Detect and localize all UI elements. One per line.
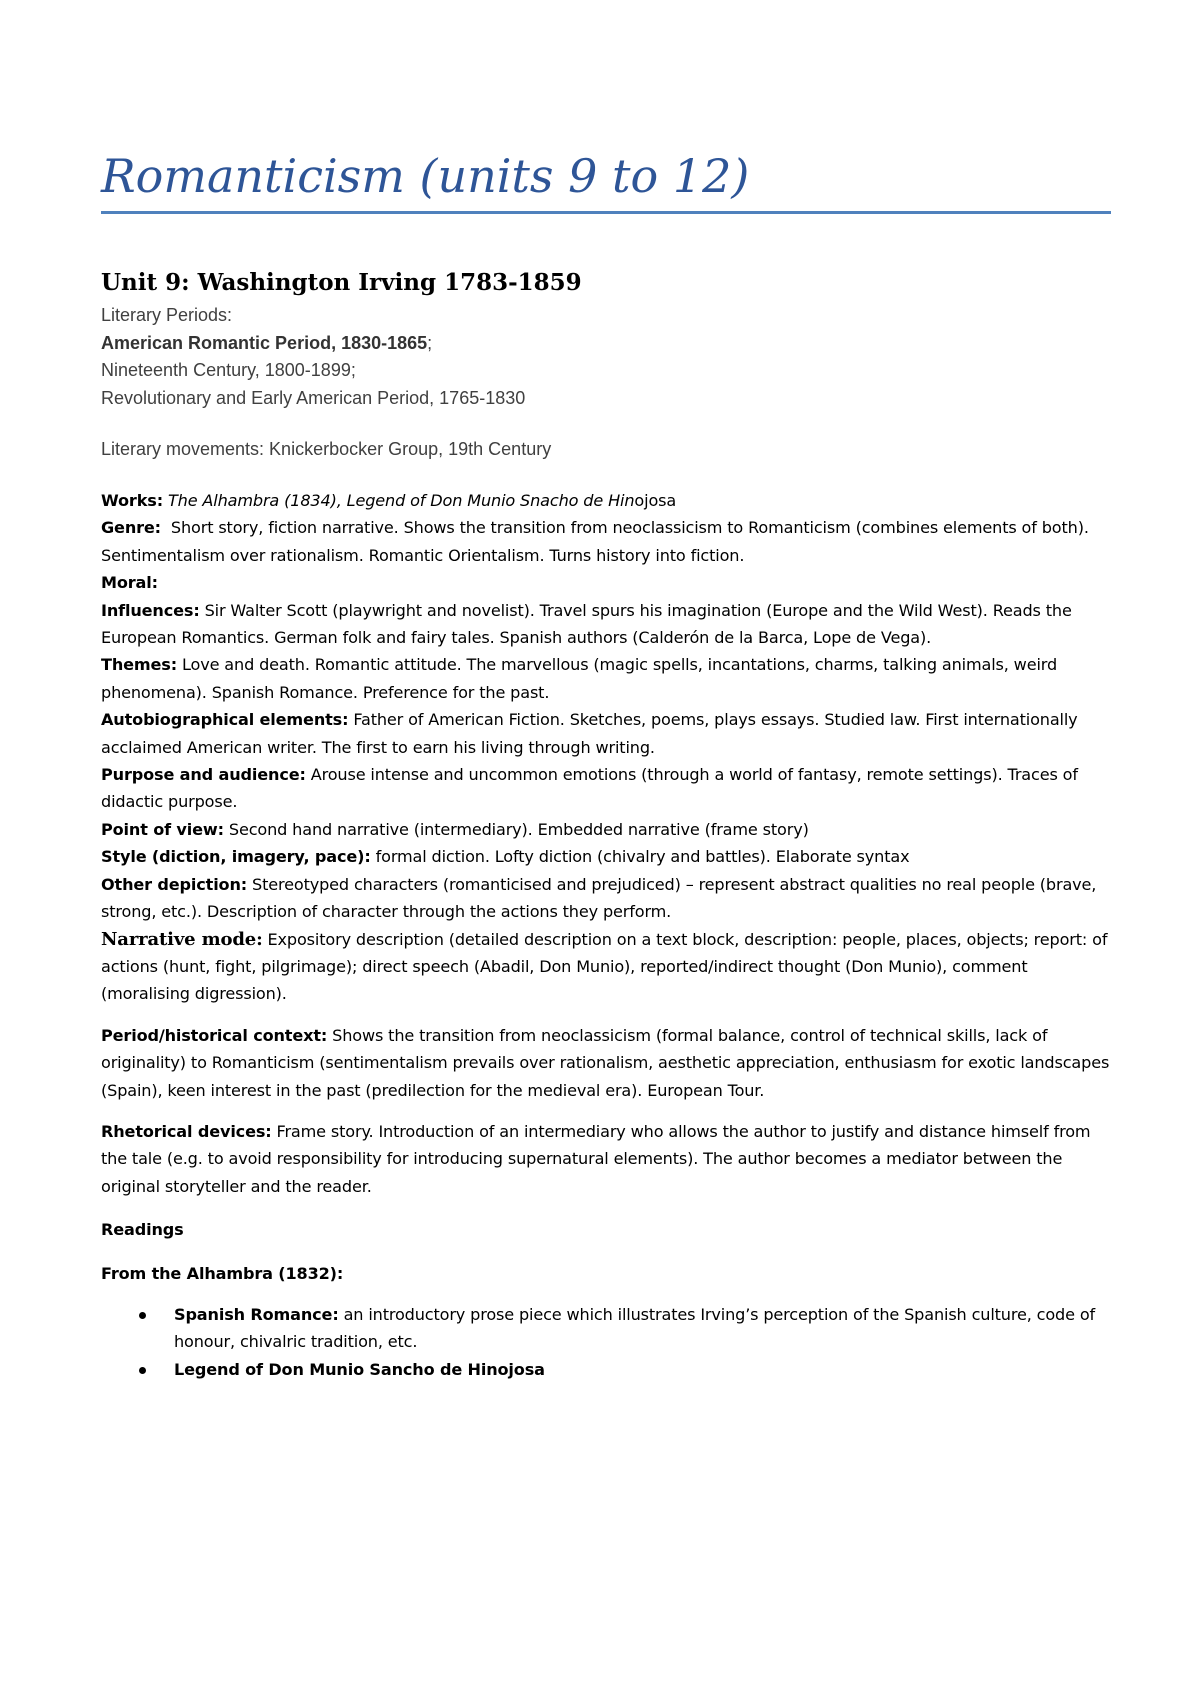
influences-label: Influences: [101, 600, 200, 620]
rhetorical-paragraph [101, 1118, 1111, 1200]
purpose-text: Arouse intense and uncommon emotions (through a world of fantasy, remote settings). Traces of didactic purpose. [101, 765, 1078, 812]
list-item [101, 1356, 1111, 1383]
style-label: Style (diction, imagery, pace): [101, 847, 371, 867]
narrative-mode-paragraph [101, 926, 1111, 1008]
moral-label: Moral: [101, 573, 158, 593]
unit-heading: Unit 9: Washington Irving 1783-1859 [101, 269, 582, 296]
bullet-icon [139, 1312, 146, 1319]
point-of-view-paragraph [101, 816, 1111, 843]
themes-text: Love and death. Romantic attitude. The marvellous (magic spells, incantations, charms, talking animals, weird phenomena). Spanish Romance. Preference for the past. [101, 655, 1058, 702]
literary-period-main-text: American Romantic Period, 1830-1865 [101, 332, 428, 353]
autobiographical-label: Autobiographical elements: [101, 710, 349, 730]
other-depiction-label: Other depiction: [101, 874, 248, 894]
influences-text: Sir Walter Scott (playwright and novelist). Travel spurs his imagination (Europe and the Wild West). Reads the European Romantics. German folk and fairy tales. Spanish authors (Calderón de la Barca, Lope de Vega). [101, 600, 1072, 648]
rhetorical-text: Frame story. Introduction of an intermediary who allows the author to justify and distance himself from the tale (e.g. to avoid responsibility for introducing supernatural elements). The author becomes a mediator between the original storyteller and the reader. [101, 1121, 1091, 1196]
influences-paragraph [101, 597, 1111, 652]
autobiographical-paragraph [101, 706, 1111, 761]
literary-movements: Literary movements: Knickerbocker Group, 19th Century [101, 439, 552, 459]
from-alhambra-heading: From the Alhambra (1832): [101, 1263, 344, 1283]
reading-label: Spanish Romance: [174, 1304, 339, 1324]
narrative-mode-label: Narrative mode: [101, 928, 263, 950]
narrative-mode-text: Expository description (detailed description on a text block, description: people, places, objects; report: of actions (hunt, fight, pilgrimage); direct speech (Abadil, Don Munio), reported/indirect thought (Don Munio), comment (moralising digression). [101, 929, 1108, 1004]
literary-period-item: Revolutionary and Early American Period, 1765-1830 [101, 387, 526, 408]
readings-heading: Readings [101, 1220, 184, 1240]
purpose-label: Purpose and audience: [101, 765, 306, 785]
works-paragraph [101, 487, 1111, 514]
period-context-text: Shows the transition from neoclassicism (formal balance, control of technical skills, lack of originality) to Romanticism (sentimentalism prevails over rationalism, aesthetic appreciation, enthusiasm for exotic landscapes (Spain), keen interest in the past (predilection for the medieval era). European Tour. [101, 1025, 1110, 1100]
autobiographical-text: Father of American Fiction. Sketches, poems, plays essays. Studied law. First internationally acclaimed American writer. The first to earn his living through writing. [101, 710, 1078, 757]
bullet-icon [139, 1367, 146, 1374]
literary-period-main-suffix: ; [427, 332, 433, 353]
genre-label: Genre: [101, 518, 161, 538]
themes-label: Themes: [101, 655, 178, 675]
literary-period-main [101, 330, 1111, 358]
works-text: The Alhambra (1834), Legend of Don Munio Snacho de Hin [167, 491, 635, 510]
genre-paragraph [101, 514, 1111, 569]
themes-paragraph [101, 651, 1111, 706]
other-depiction-text: Stereotyped characters (romanticised and prejudiced) – represent abstract qualities no real people (brave, strong, etc.). Description of character through the actions they perform. [101, 874, 1097, 922]
readings-list [101, 1301, 1111, 1383]
works-label: Works: [101, 491, 163, 510]
period-context-label: Period/historical context: [101, 1025, 328, 1045]
literary-period-item: Nineteenth Century, 1800-1899; [101, 360, 356, 380]
literary-periods-block [101, 302, 1111, 412]
notes-body [101, 487, 1111, 1383]
works-tail: ojosa [634, 491, 677, 510]
list-item [101, 1301, 1111, 1356]
page-title: Romanticism (units 9 to 12) [101, 149, 750, 203]
purpose-paragraph [101, 761, 1111, 816]
title-underline [101, 211, 1111, 214]
other-depiction-paragraph [101, 871, 1111, 926]
style-text: formal diction. Lofty diction (chivalry and battles). Elaborate syntax [375, 847, 910, 867]
point-of-view-text: Second hand narrative (intermediary). Embedded narrative (frame story) [228, 819, 809, 839]
reading-text: an introductory prose piece which illustrates Irving’s perception of the Spanish culture, code of honour, chivalric tradition, etc. [174, 1304, 1096, 1352]
moral-paragraph [101, 569, 1111, 596]
style-paragraph [101, 843, 1111, 870]
rhetorical-label: Rhetorical devices: [101, 1121, 272, 1141]
period-context-paragraph [101, 1022, 1111, 1104]
literary-periods-label: Literary Periods: [101, 305, 233, 325]
reading-label: Legend of Don Munio Sancho de Hinojosa [174, 1359, 545, 1379]
point-of-view-label: Point of view: [101, 819, 224, 839]
genre-text: Short story, fiction narrative. Shows the transition from neoclassicism to Romanticism (combines elements of both). Sentimentalism over rationalism. Romantic Orientalism. Turns history into fiction. [101, 518, 1089, 565]
